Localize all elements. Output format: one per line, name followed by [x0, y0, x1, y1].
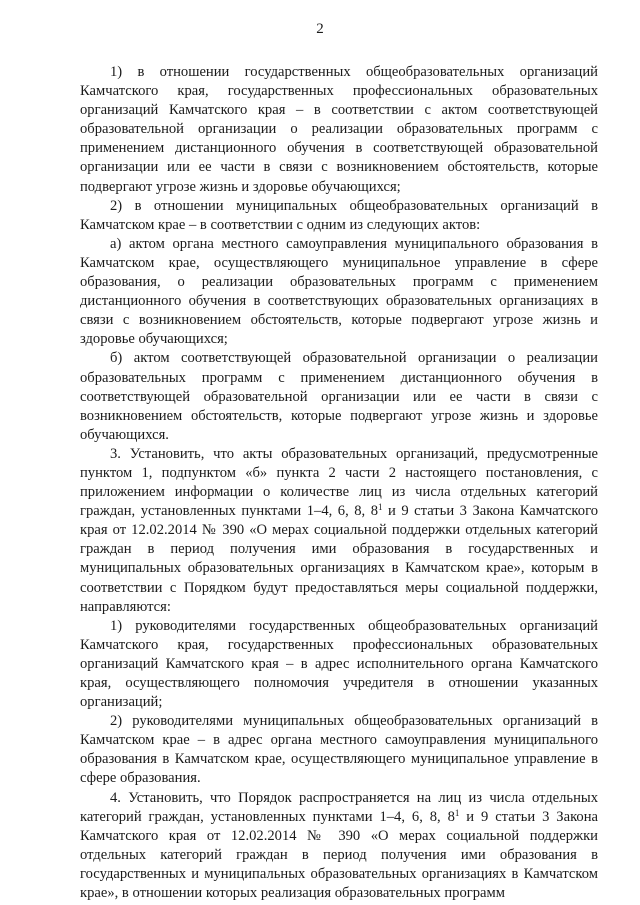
paragraph-clause-4	[80, 789, 598, 904]
page-number: 2	[316, 21, 324, 37]
paragraph-item-1: 1) в отношении государственных общеобразовательных организаций Камчатского края, государственных профессиональных образовательных организаций Камчатского края – в соответствии с актом соответствующей образовательной организации о реализации образовательных программ с применением дистанционного обучения в соответствующей образовательной организации или ее части в связи с возникновением обстоятельств, которые подвергают угрозе жизнь и здоровье обучающихся;	[80, 64, 598, 195]
clause-3-text-end: и 9 статьи 3 Закона Камчатского края от 12.02.2014 № 390 «О мерах социальной поддержки отдельных категорий граждан в период получения ими образования в государственных и муниципальных образовательных организациях в Камчатском крае», которым в соответствии с Порядком будут предоставляться меры социальной поддержки, направляются:	[80, 503, 598, 615]
clause-3-superscript: 1	[378, 502, 383, 513]
paragraph-item-2: 2) в отношении муниципальных общеобразовательных организаций в Камчатском крае – в соответствии с одним из следующих актов:	[80, 197, 598, 233]
clause-4-text-start: 4. Установить, что Порядок распространяется на лиц из числа отдельных категорий граждан, установленных пунктами 1–4, 6, 8, 8	[80, 789, 598, 825]
paragraph-clause-3	[80, 445, 598, 617]
clause-4-superscript: 1	[454, 807, 460, 818]
paragraph-subitem-a: а) актом органа местного самоуправления муниципального образования в Камчатском крае, осуществляющего муниципальное управление в сфере образования, о реализации образовательных программ с применением дистанционного обучения в соответствующих образовательных организациях в связи с возникновением обстоятельств, которые подвергают угрозе жизнь и здоровье обучающихся;	[80, 235, 598, 348]
clause-3-text-start: 3. Установить, что акты образовательных организаций, предусмотренные пунктом 1, подпунктом «б» пункта 2 части 2 настоящего постановления, с приложением информации о количестве лиц из числа отдельных категорий граждан, установленных пунктами 1–4, 6, 8, 8	[80, 445, 598, 520]
clause-4-text-end: и 9 статьи 3 Закона Камчатского края от 12.02.2014 № 390 «О мерах социальной поддержки отдельных категорий граждан в период получения ими образования в государственных и муниципальных образовательных организациях в Камчатском крае», в отношении которых реализация образовательных программ	[80, 808, 598, 902]
paragraph-subitem-b: б) актом соответствующей образовательной организации о реализации образовательных программ с применением дистанционного обучения в соответствующей образовательной организации или ее части в связи с возникновением обстоятельств, которые подвергают угрозе жизнь и здоровье обучающихся.	[80, 350, 598, 443]
document-body	[80, 63, 598, 903]
paragraph-clause-3-item-1: 1) руководителями государственных общеобразовательных организаций Камчатского края, государственных профессиональных образовательных организаций Камчатского края – в адрес исполнительного органа Камчатского края, осуществляющего полномочия учредителя в отношении указанных организаций;	[80, 617, 598, 711]
paragraph-clause-3-item-2: 2) руководителями муниципальных общеобразовательных организаций в Камчатском крае – в адрес органа местного самоуправления муниципального образования в Камчатском крае, осуществляющего муниципальное управление в сфере образования.	[80, 713, 598, 787]
